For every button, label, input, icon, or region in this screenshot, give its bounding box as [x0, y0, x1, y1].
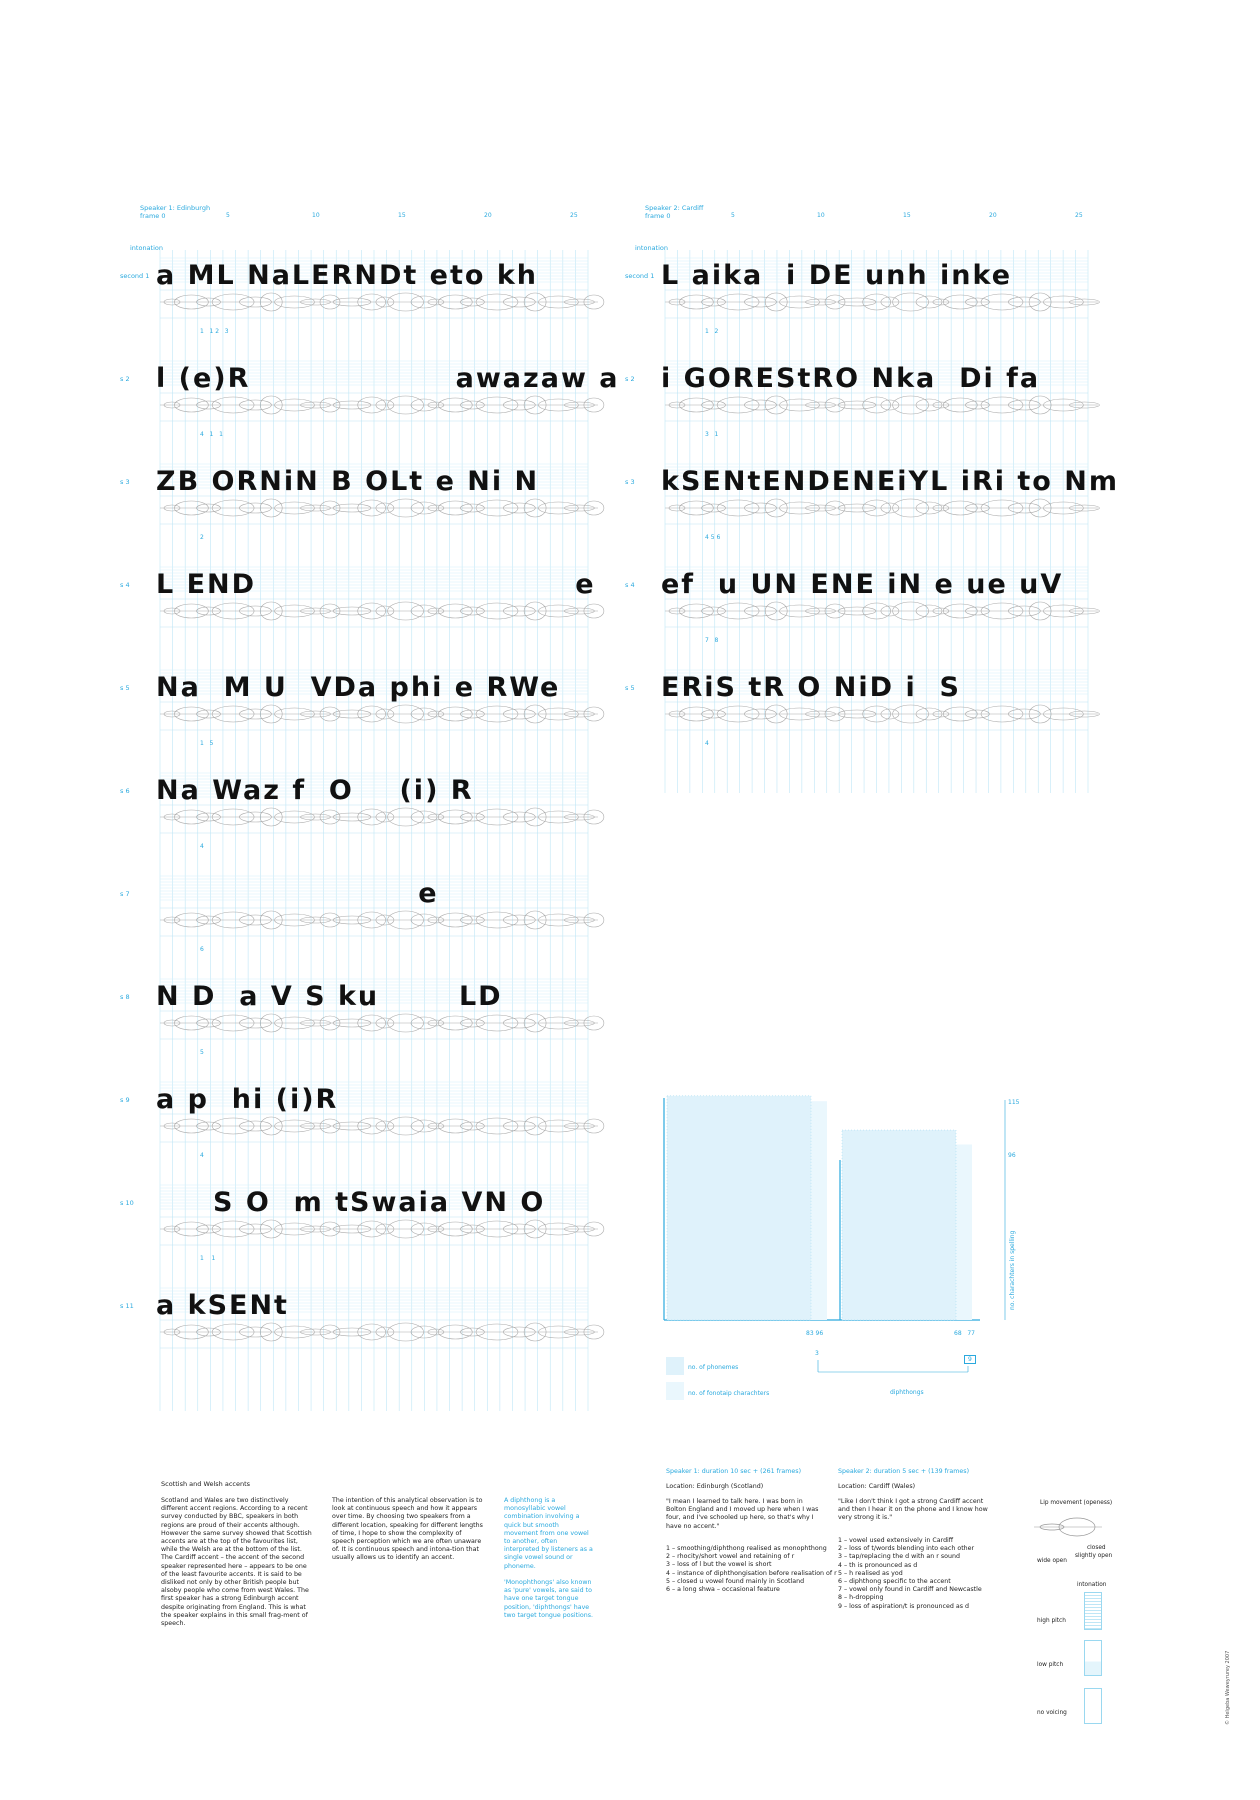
high-pitch-swatch	[1084, 1592, 1102, 1630]
annotation-markers: 5	[200, 1049, 204, 1056]
note-item: 5 – h realised as yod	[838, 1569, 903, 1577]
annotation-markers: 2	[200, 534, 204, 541]
diphthong-count-speaker1: 3	[815, 1350, 819, 1357]
annotation-markers: 7 8	[705, 637, 719, 644]
lip-closed-label: closed	[1087, 1545, 1106, 1551]
intonation-legend-label: intonation	[1077, 1582, 1107, 1588]
article-title: Scottish and Welsh accents	[161, 1480, 251, 1488]
annotation-markers: 4	[200, 1152, 204, 1159]
annotation-markers: 4 1 1	[200, 431, 223, 438]
speaker2-grid	[665, 250, 1099, 793]
row-label: s 2	[625, 375, 635, 383]
no-voicing-label: no voicing	[1037, 1710, 1067, 1716]
row-label: s 6	[120, 787, 130, 795]
diphthong-count-speaker2: 9	[964, 1355, 976, 1364]
phonetic-text: a kSENt	[156, 1290, 289, 1321]
note-item: 2 – rhocity/short vowel and retaining of r	[666, 1553, 795, 1561]
row-label: s 7	[120, 890, 130, 898]
bar-phonemes-cardiff	[842, 1130, 956, 1320]
annotation-markers: 4	[200, 843, 204, 850]
annotation-markers: 1 2	[705, 328, 719, 335]
article-col1: Scotland and Wales are two distinctively different accent regions. According to a recent survey conducted by BBC, speakers in both regions are proud of their accents although. However the same survey showed that Scottish accents are at the top of the favourites list, while the Welsh are at the bottom of the list. The Cardiff accent – the accent of the second speaker represented here – appears to be one of the least favourite accents. It is said to be disliked not only by other British people but alsoby people who come from west Wales. The first speaker has a strong Edinburgh accent despite originating from England. This is what the speaker explains in this small frag-ment of speech.	[161, 1497, 312, 1628]
lip-slightly-open-label: slightly open	[1075, 1553, 1113, 1559]
chart-ytick-96: 96	[1008, 1152, 1016, 1159]
phonetic-text: e	[156, 878, 439, 909]
note-item: 1 – smoothing/diphthong realised as monophthong	[666, 1545, 827, 1552]
bar-phonemes-edinburgh	[667, 1096, 811, 1320]
note-item: 6 – a long shwa – occasional feature	[666, 1586, 780, 1594]
annotation-markers: 3 1	[705, 431, 719, 438]
note-item: 4 – instance of diphthongisation before realisation of r	[666, 1569, 837, 1577]
frame-tick: 15	[398, 212, 406, 219]
speaker1-notes	[666, 1545, 837, 1594]
row-label: s 11	[120, 1302, 134, 1310]
speaker1-location: Location: Edinburgh (Scotland)	[666, 1483, 764, 1490]
annotation-markers: 1 5	[200, 740, 214, 747]
low-pitch-swatch	[1084, 1640, 1102, 1676]
speaker2-title: Speaker 2: Cardiff	[645, 204, 704, 212]
chart-xlabel-edinburgh: 83 96	[806, 1330, 824, 1337]
frame-tick: 20	[484, 212, 492, 219]
chart-ylabel: no. charachters in spelling	[1009, 1230, 1016, 1310]
chart-ytick-115: 115	[1008, 1099, 1020, 1106]
speaker1-title: Speaker 1: Edinburgh	[140, 204, 211, 212]
lip-shape-icon	[1032, 1512, 1108, 1542]
note-item: 3 – loss of l but the vowel is short	[666, 1561, 772, 1569]
row-label: s 8	[120, 993, 130, 1001]
speaker1-quote: "I mean I learned to talk here. I was born in Bolton England and I moved up here when I was four, and I've schooled up here, so that's why I have no accent."	[666, 1498, 819, 1530]
row-label: second 1	[120, 272, 150, 280]
phonetic-text: Na Waz f O (i) R	[156, 775, 474, 806]
note-item: 1 – vowel used extensively in Cardiff	[838, 1537, 954, 1544]
frame-tick: 10	[312, 212, 320, 219]
speaker1-duration: Speaker 1: duration 10 sec + (261 frames)	[666, 1468, 802, 1475]
article-col2: The intention of this analytical observation is to look at continuous speech and how it appears over time. By choosing two speakers from a different location, speaking for different lengths of time, I hope to show the complexity of speech perception which we are often unaware of. It is continuous speech and intona-tion that usually allows us to identify an accent.	[332, 1497, 483, 1562]
legend-fonotaip: no. of fonotaip charachters	[688, 1390, 770, 1397]
phonetic-text: S O m tSwaia VN O	[156, 1187, 546, 1218]
frame-tick: 5	[731, 212, 735, 219]
note-item: 6 – diphthong specific to the accent	[838, 1578, 951, 1586]
phonetic-text: l (e)R awazaw a	[156, 363, 620, 394]
phonetic-text: ZB ORNiN B OLt e Ni N	[156, 466, 540, 497]
speaker2-notes	[838, 1537, 982, 1611]
annotation-markers: 4	[705, 740, 709, 747]
row-label: s 5	[625, 684, 635, 692]
speaker1-intonation-label: intonation	[130, 244, 164, 252]
annotation-markers: 1 1 2 3	[200, 328, 229, 335]
row-label: s 9	[120, 1096, 130, 1104]
speaker2-intonation-label: intonation	[635, 244, 669, 252]
lip-wide-open-label: wide open	[1037, 1558, 1067, 1564]
note-item: 3 – tap/replacing the d with an r sound	[838, 1553, 960, 1561]
frame-tick: 25	[1075, 212, 1083, 219]
phonetic-text: a ML NaLERNDt eto kh	[156, 260, 539, 291]
frame-tick: 10	[817, 212, 825, 219]
speaker2-duration: Speaker 2: duration 5 sec + (139 frames)	[838, 1468, 970, 1475]
note-item: 8 – h-dropping	[838, 1594, 884, 1602]
legend-swatch-phonemes	[666, 1357, 684, 1375]
no-voicing-swatch	[1084, 1688, 1102, 1724]
frame-tick: 5	[226, 212, 230, 219]
note-item: 5 – closed u vowel found mainly in Scotland	[666, 1577, 805, 1585]
speaker2-frame-label: frame 0	[645, 212, 671, 220]
row-label: s 3	[625, 478, 635, 486]
phonetic-text: Na M U VDa phi e RWe	[156, 672, 561, 703]
row-label: s 4	[625, 581, 635, 589]
diphthongs-label: diphthongs	[890, 1389, 924, 1396]
lip-movement-title: Lip movement (openess)	[1040, 1500, 1113, 1506]
frame-tick: 25	[570, 212, 578, 219]
speaker1-grid	[160, 250, 604, 1411]
phonetic-text: L END e	[156, 569, 596, 600]
row-label: s 5	[120, 684, 130, 692]
phonetic-text: ERiS tR O NiD i S	[661, 672, 961, 703]
phonetic-text: a p hi (i)R	[156, 1084, 339, 1115]
row-label: s 4	[120, 581, 130, 589]
note-item: 2 – loss of t/words blending into each other	[838, 1545, 975, 1553]
chart-xlabel-cardiff: 68 77	[954, 1330, 975, 1337]
row-label: s 3	[120, 478, 130, 486]
diphthong-definition: A diphthong is a monosyllabic vowel combination involving a quick but smooth movement from one vowel to another, often interpreted by listeners as a single vowel sound or phoneme. 'Monophthongs' also known as 'pure' vowels, are said to have one target tongue position, 'diphthongs' have two target tongue positions.	[504, 1497, 594, 1619]
annotation-markers: 1 1	[200, 1255, 216, 1262]
phonetic-text: ef u UN ENE iN e ue uV	[661, 569, 1064, 600]
legend-phonemes: no. of phonemes	[688, 1364, 739, 1371]
speaker1-frame-label: frame 0	[140, 212, 166, 220]
phonetic-text: kSENtENDENEiYL iRi to Nm	[661, 466, 1119, 497]
frame-tick: 20	[989, 212, 997, 219]
phonetic-text: N D a V S ku LD	[156, 981, 503, 1012]
row-label: s 2	[120, 375, 130, 383]
note-item: 4 – th is pronounced as d	[838, 1561, 918, 1569]
high-pitch-label: high pitch	[1037, 1618, 1066, 1624]
speaker2-quote: "Like I don't think I got a strong Cardiff accent and then I hear it on the phone and I know how very strong it is."	[838, 1498, 988, 1522]
annotation-markers: 4 5 6	[705, 534, 721, 541]
credit: © Helgeba Weweyrurey 2007	[1225, 1650, 1231, 1725]
row-label: s 10	[120, 1199, 134, 1207]
frame-tick: 15	[903, 212, 911, 219]
note-item: 9 – loss of aspiration/t is pronounced as d	[838, 1602, 970, 1610]
note-item: 7 – vowel only found in Cardiff and Newcastle	[838, 1586, 982, 1594]
speaker2-location: Location: Cardiff (Wales)	[838, 1483, 916, 1490]
annotation-markers: 6	[200, 946, 204, 953]
phonetic-text: L aika i DE unh inke	[661, 260, 1013, 291]
row-label: second 1	[625, 272, 655, 280]
phonetic-text: i GOREStRO Nka Di fa	[661, 363, 1041, 394]
legend-swatch-fonotaip	[666, 1382, 684, 1400]
low-pitch-label: low pitch	[1037, 1662, 1064, 1668]
